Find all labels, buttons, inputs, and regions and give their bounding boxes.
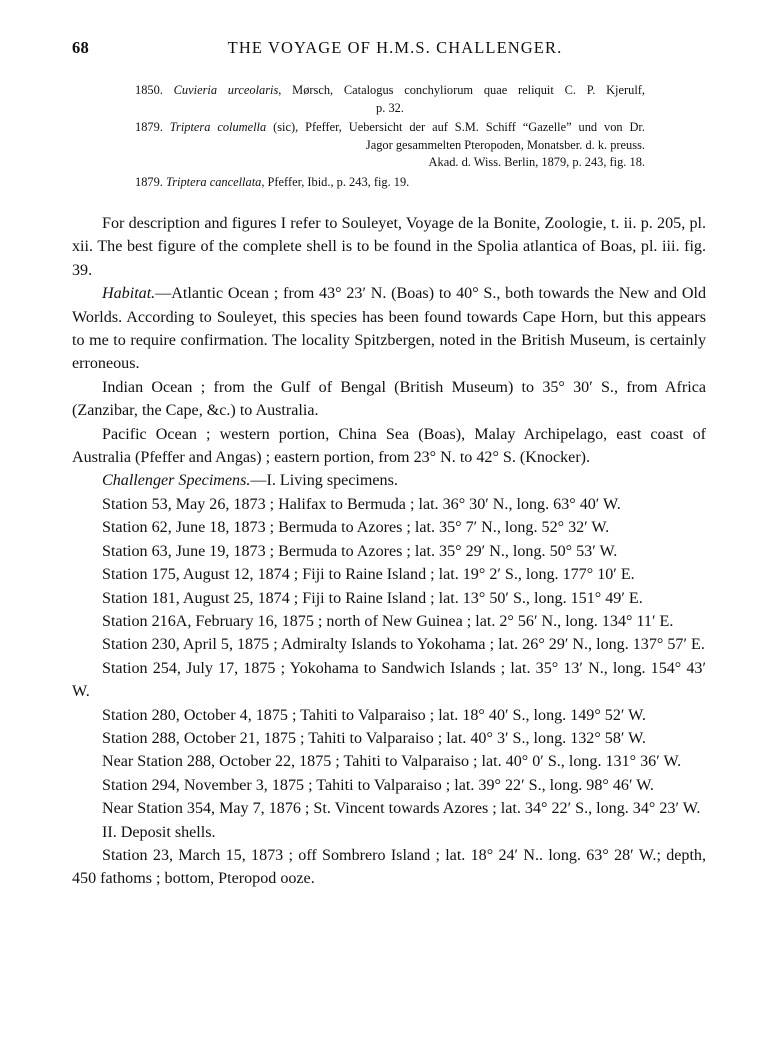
- synonymy-taxon: Triptera columella: [169, 120, 267, 135]
- station-record: Station 63, June 19, 1873 ; Bermuda to Azores ; lat. 35° 29′ N., long. 50° 53′ W.: [102, 542, 618, 560]
- synonymy-reference: (sic), Pfeffer, Uebersicht der auf S.M. Schiff “Gazelle” und von Dr.: [266, 120, 645, 135]
- station-record: Station 294, November 3, 1875 ; Tahiti to Valparaiso ; lat. 39° 22′ S., long. 98° 46′ W.: [102, 776, 654, 794]
- station-record: Near Station 354, May 7, 1876 ; St. Vincent towards Azores ; lat. 34° 22′ S., long. 34° 23′ W.: [102, 800, 701, 818]
- paragraph-habitat: [72, 282, 706, 376]
- synonymy-reference: , Pfeffer, Ibid., p. 243, fig. 19.: [261, 175, 410, 190]
- station-record: Station 62, June 18, 1873 ; Bermuda to Azores ; lat. 35° 7′ N., long. 52° 32′ W.: [102, 519, 610, 537]
- section-deposit-shells: II. Deposit shells.: [102, 823, 216, 841]
- synonymy-entry: [135, 174, 645, 192]
- station-record: Station 216A, February 16, 1875 ; north of New Guinea ; lat. 2° 56′ N., long. 134° 11′ E.: [102, 612, 674, 630]
- synonymy-continuation: Akad. d. Wiss. Berlin, 1879, p. 243, fig. 18.: [428, 155, 645, 170]
- page-header: [0, 38, 776, 60]
- synonymy-entry: [135, 82, 645, 117]
- station-record: Station 230, April 5, 1875 ; Admiralty Islands to Yokohama ; lat. 26° 29′ N., long. 137° 57′ E.: [102, 636, 705, 654]
- synonymy-year: 1850.: [135, 83, 163, 97]
- habitat-text: —Atlantic Ocean ; from 43° 23′ N. (Boas) to 40° S., both towards the New and Old Worlds. According to Souleyet, this species has been found towards Cape Horn, but this appears to me to require confirmation. The locality Spitzbergen, noted in the British Museum, is certainly erroneous.: [72, 285, 706, 373]
- habitat-lead: Habitat.: [102, 285, 156, 303]
- body-text: [72, 212, 706, 891]
- station-record: Station 23, March 15, 1873 ; off Sombrero Island ; lat. 18° 24′ N.. long. 63° 28′ W.; depth, 450 fathoms ; bottom, Pteropod ooze.: [72, 846, 706, 888]
- synonymy-entry: [135, 119, 645, 172]
- synonymy-list: [135, 82, 645, 194]
- station-record: Station 175, August 12, 1874 ; Fiji to Raine Island ; lat. 19° 2′ S., long. 177° 10′ E.: [102, 566, 635, 584]
- page-number: 68: [72, 38, 90, 57]
- running-title: THE VOYAGE OF H.M.S. CHALLENGER.: [227, 38, 563, 57]
- synonymy-taxon: Triptera cancellata: [166, 175, 262, 190]
- paragraph-challenger-specimens: [72, 469, 706, 492]
- challenger-specimens-text: —I. Living specimens.: [250, 472, 398, 490]
- station-record: Station 288, October 21, 1875 ; Tahiti to Valparaiso ; lat. 40° 3′ S., long. 132° 58′ W.: [102, 729, 646, 747]
- paragraph-indian-ocean: Indian Ocean ; from the Gulf of Bengal (British Museum) to 35° 30′ S., from Africa (Zanzibar, the Cape, &c.) to Australia.: [72, 378, 706, 420]
- station-record: Near Station 288, October 22, 1875 ; Tahiti to Valparaiso ; lat. 40° 0′ S., long. 131° 36′ W.: [102, 753, 682, 771]
- synonymy-reference: , Mørsch, Catalogus conchyliorum quae reliquit C. P. Kjerulf,: [278, 83, 645, 97]
- station-record: Station 280, October 4, 1875 ; Tahiti to Valparaiso ; lat. 18° 40′ S., long. 149° 52′ W.: [102, 706, 646, 724]
- paragraph-description: For description and figures I refer to Souleyet, Voyage de la Bonite, Zoologie, t. ii. p. 205, pl. xii. The best figure of the complete shell is to be found in the Spolia atlantica of Boas, pl. iii. fig. 39.: [72, 215, 706, 279]
- challenger-specimens-lead: Challenger Specimens.: [102, 472, 251, 490]
- synonymy-year: 1879.: [135, 120, 163, 135]
- station-record: Station 181, August 25, 1874 ; Fiji to Raine Island ; lat. 13° 50′ S., long. 151° 49′ E.: [102, 589, 643, 607]
- station-record: Station 254, July 17, 1875 ; Yokohama to Sandwich Islands ; lat. 35° 13′ N., long. 154° 43′ W.: [72, 659, 706, 701]
- station-record: Station 53, May 26, 1873 ; Halifax to Bermuda ; lat. 36° 30′ N., long. 63° 40′ W.: [102, 495, 621, 513]
- synonymy-continuation: p. 32.: [376, 100, 404, 115]
- synonymy-year: 1879.: [135, 175, 163, 190]
- synonymy-continuation: Jagor gesammelten Pteropoden, Monatsber. d. k. preuss.: [365, 137, 645, 152]
- paragraph-pacific-ocean: Pacific Ocean ; western portion, China Sea (Boas), Malay Archipelago, east coast of Australia (Pfeffer and Angas) ; eastern portion, from 23° N. to 42° S. (Knocker).: [72, 425, 706, 467]
- synonymy-taxon: Cuvieria urceolaris: [173, 83, 279, 97]
